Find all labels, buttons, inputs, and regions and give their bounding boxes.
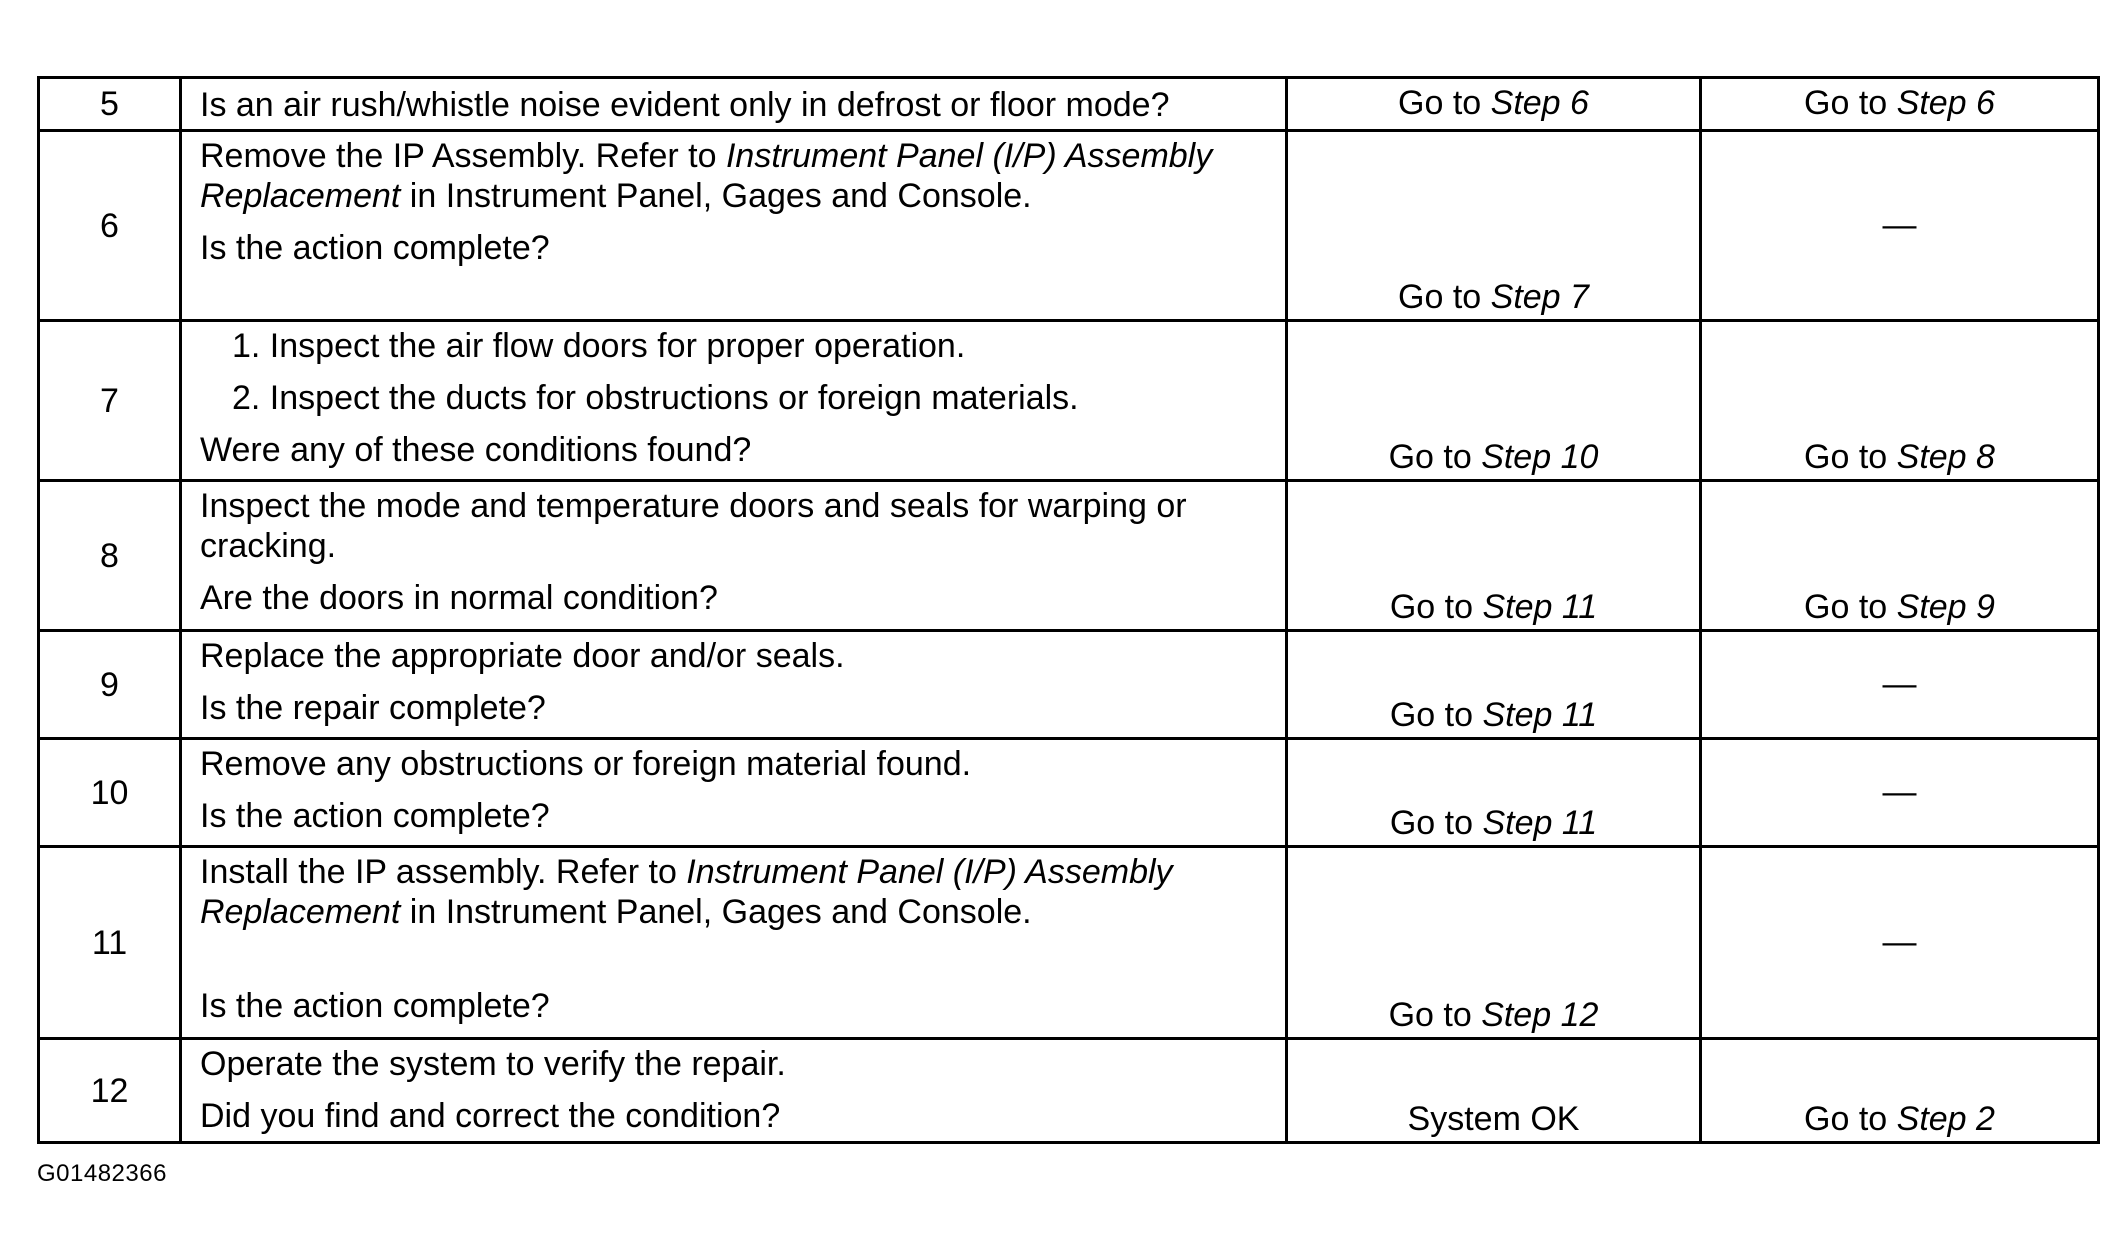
action-reference: Instrument Panel (I/P) Assembly Replacement xyxy=(200,853,1173,931)
table-row-step-7 xyxy=(39,321,2099,481)
step-number: 9 xyxy=(39,631,181,739)
no-dash: — xyxy=(1882,664,1917,703)
no-dash: — xyxy=(1882,772,1917,811)
action-tail: in Instrument Panel, Gages and Console. xyxy=(400,893,1032,931)
no-dash: — xyxy=(1882,205,1917,244)
yes-step-ref: Step 10 xyxy=(1481,438,1599,476)
step-number: 12 xyxy=(39,1039,181,1143)
yes-result xyxy=(1287,1039,1701,1143)
step-number: 11 xyxy=(39,847,181,1039)
yes-step-ref: Step 11 xyxy=(1482,696,1598,734)
table-row-step-6 xyxy=(39,131,2099,321)
yes-prefix: Go to xyxy=(1389,588,1483,626)
table-row-step-10 xyxy=(39,739,2099,847)
table-row-step-11 xyxy=(39,847,2099,1039)
no-prefix: Go to xyxy=(1804,588,1897,626)
yes-prefix: Go to xyxy=(1389,696,1483,734)
step-action xyxy=(181,631,1287,739)
step-number: 8 xyxy=(39,481,181,631)
action-question: Did you find and correct the condition? xyxy=(200,1097,781,1135)
step-action xyxy=(181,847,1287,1039)
table-row-step-8 xyxy=(39,481,2099,631)
yes-result xyxy=(1287,481,1701,631)
yes-prefix: Go to xyxy=(1398,278,1491,316)
figure-id: G01482366 xyxy=(37,1160,167,1187)
diagnostic-steps-table xyxy=(37,76,2100,1144)
yes-result xyxy=(1287,78,1701,131)
yes-result xyxy=(1287,131,1701,321)
no-result xyxy=(1701,321,2099,481)
action-question: Are the doors in normal condition? xyxy=(200,579,718,617)
action-reference: Instrument Panel (I/P) Assembly Replacement xyxy=(200,137,1213,215)
no-dash: — xyxy=(1882,922,1917,961)
no-result xyxy=(1701,78,2099,131)
yes-result xyxy=(1287,321,1701,481)
action-text xyxy=(200,852,1267,932)
action-text xyxy=(200,136,1267,216)
no-result xyxy=(1701,847,2099,1039)
no-result xyxy=(1701,739,2099,847)
no-prefix: Go to xyxy=(1804,438,1897,476)
action-text: Inspect the mode and temperature doors and seals for warping or cracking. xyxy=(200,487,1187,565)
table-row-step-12 xyxy=(39,1039,2099,1143)
yes-result xyxy=(1287,847,1701,1039)
yes-result xyxy=(1287,631,1701,739)
list-item: 1. Inspect the air flow doors for proper operation. xyxy=(232,327,966,365)
no-step-ref: Step 6 xyxy=(1896,84,1995,122)
list-item: 2. Inspect the ducts for obstructions or foreign materials. xyxy=(232,379,1079,417)
step-number: 7 xyxy=(39,321,181,481)
table-row-step-5 xyxy=(39,78,2099,131)
step-action xyxy=(181,481,1287,631)
action-question: Is the action complete? xyxy=(200,229,550,267)
action-text: Operate the system to verify the repair. xyxy=(200,1045,786,1083)
no-step-ref: Step 9 xyxy=(1896,588,1995,626)
action-tail: in Instrument Panel, Gages and Console. xyxy=(400,177,1032,215)
yes-step-ref: Step 6 xyxy=(1490,84,1589,122)
action-question: Is the action complete? xyxy=(200,987,550,1025)
yes-step-ref: Step 11 xyxy=(1482,804,1598,842)
yes-prefix: Go to xyxy=(1389,804,1483,842)
step-number: 5 xyxy=(39,78,181,131)
yes-step-ref: Step 11 xyxy=(1482,588,1598,626)
table-row-step-9 xyxy=(39,631,2099,739)
no-result xyxy=(1701,131,2099,321)
action-plain: Install the IP assembly. Refer to xyxy=(200,853,687,891)
no-result xyxy=(1701,631,2099,739)
yes-prefix: Go to xyxy=(1388,438,1482,476)
action-question: Is the repair complete? xyxy=(200,689,546,727)
action-plain: Remove the IP Assembly. Refer to xyxy=(200,137,726,175)
step-action xyxy=(181,1039,1287,1143)
step-action xyxy=(181,321,1287,481)
yes-prefix: Go to xyxy=(1388,996,1482,1034)
action-text: Is an air rush/whistle noise evident only in defrost or floor mode? xyxy=(200,86,1170,124)
yes-step-ref: Step 12 xyxy=(1481,996,1599,1034)
yes-step-ref: Step 7 xyxy=(1490,278,1589,316)
no-step-ref: Step 8 xyxy=(1896,438,1995,476)
action-question: Were any of these conditions found? xyxy=(200,431,752,469)
action-text: Replace the appropriate door and/or seals. xyxy=(200,637,845,675)
step-action xyxy=(181,78,1287,131)
no-result xyxy=(1701,1039,2099,1143)
step-number: 10 xyxy=(39,739,181,847)
no-result xyxy=(1701,481,2099,631)
step-action xyxy=(181,131,1287,321)
yes-plain: System OK xyxy=(1407,1100,1580,1138)
yes-prefix: Go to xyxy=(1398,84,1491,122)
step-number: 6 xyxy=(39,131,181,321)
no-prefix: Go to xyxy=(1804,1100,1897,1138)
no-step-ref: Step 2 xyxy=(1896,1100,1995,1138)
action-text: Remove any obstructions or foreign material found. xyxy=(200,745,972,783)
step-action xyxy=(181,739,1287,847)
action-question: Is the action complete? xyxy=(200,797,550,835)
no-prefix: Go to xyxy=(1804,84,1897,122)
yes-result xyxy=(1287,739,1701,847)
